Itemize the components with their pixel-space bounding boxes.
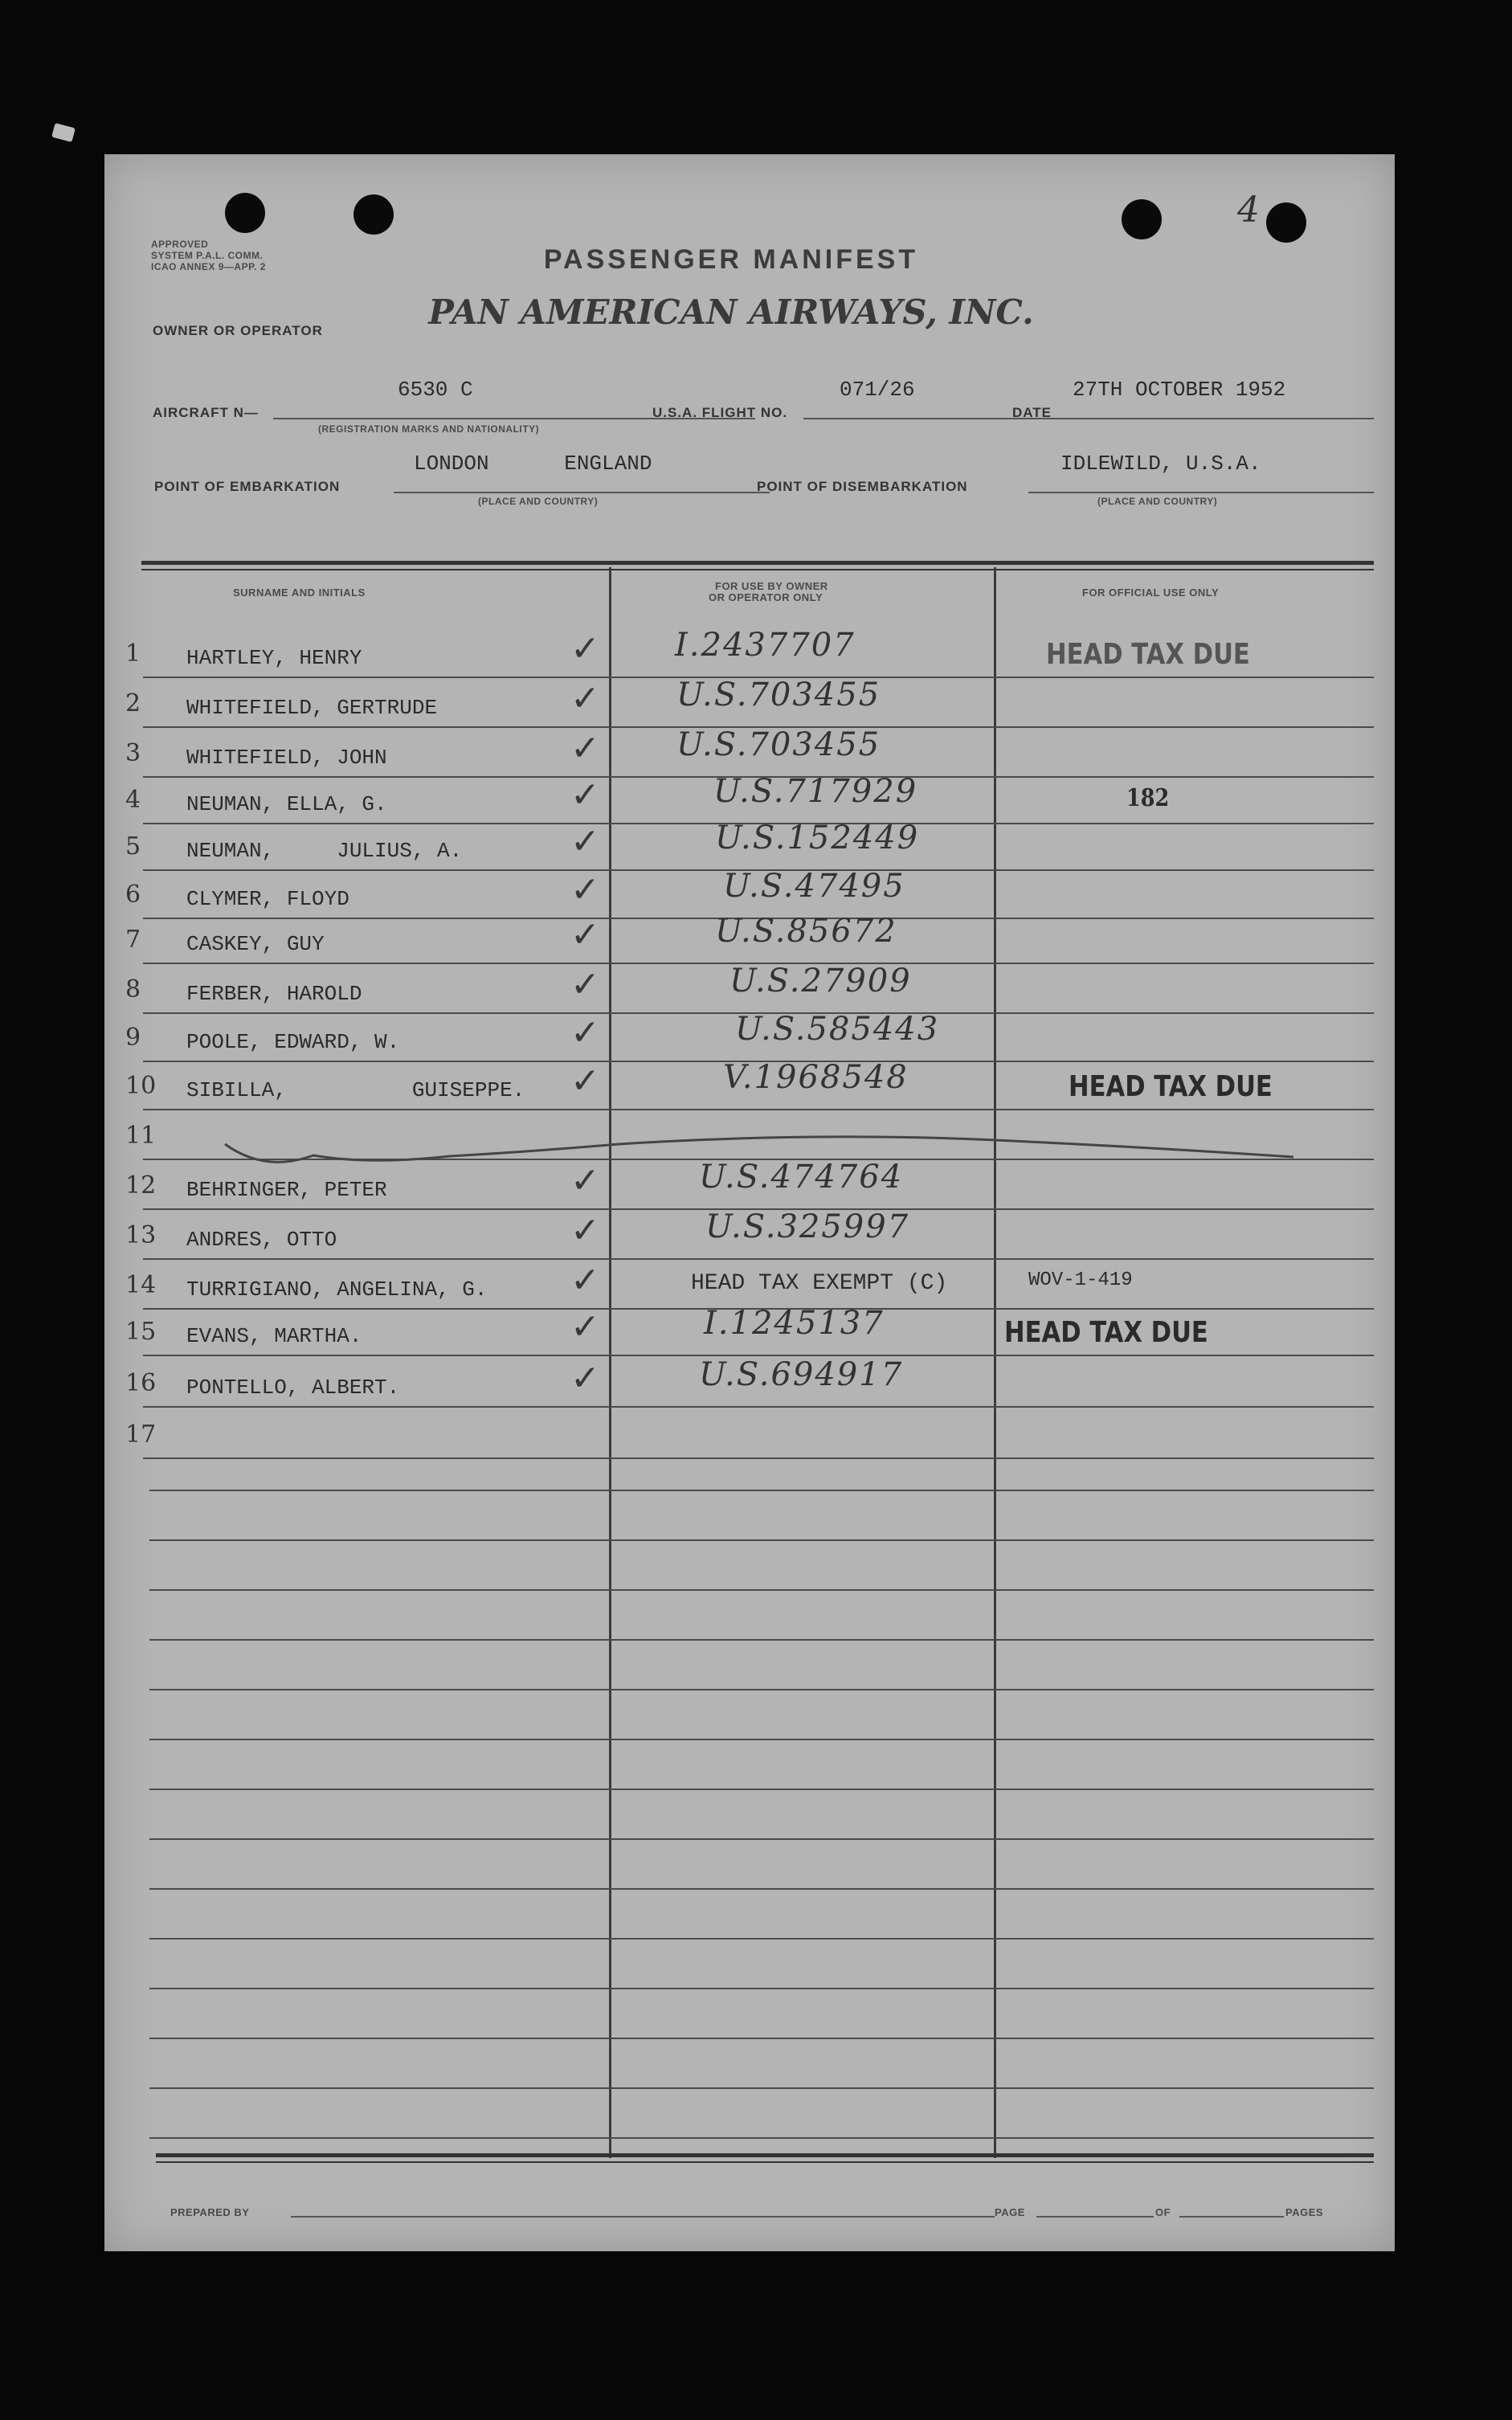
pages-label: PAGES [1285,2206,1324,2218]
document-number: U.S.27909 [729,963,912,999]
passenger-name: HARTLEY, HENRY [186,646,362,670]
checkmark: ✓ [570,1358,600,1399]
page-mark: 4 [1237,190,1261,231]
approval-line: APPROVED [151,239,209,250]
owner-label: OWNER OR OPERATOR [153,323,323,338]
row-number: 2 [125,689,141,717]
passenger-name: FERBER, HAROLD [186,982,362,1006]
document-number: U.S.152449 [715,820,920,856]
column-header-official: FOR OFFICIAL USE ONLY [1082,587,1220,599]
row-number: 14 [125,1271,157,1299]
checkmark: ✓ [570,1260,600,1301]
disembark-label: POINT OF DISEMBARKATION [757,479,968,494]
document-number: I.2437707 [675,627,856,664]
passenger-name: CASKEY, GUY [186,932,325,956]
aircraft-caption: (REGISTRATION MARKS AND NATIONALITY) [318,423,540,435]
document-number: I.1245137 [704,1305,885,1342]
page-label: PAGE [995,2206,1025,2218]
document-number: U.S.703455 [676,677,881,713]
passenger-name: NEUMAN, ELLA, G. [186,792,387,816]
aircraft-value: 6530 C [398,378,473,402]
passenger-name: WHITEFIELD, JOHN [186,746,387,770]
official-use-entry: 182 [1126,784,1170,812]
document-number: U.S.717929 [713,773,918,810]
checkmark: ✓ [570,821,600,862]
aircraft-label: AIRCRAFT N— [153,405,259,420]
table-bottom-rule [156,2161,1374,2163]
passenger-name: CLYMER, FLOYD [186,887,349,911]
of-label: OF [1155,2206,1171,2218]
place-caption: (PLACE AND COUNTRY) [1097,496,1218,507]
row-number: 7 [125,926,141,954]
row-number: 8 [125,975,141,1004]
official-use-entry: HEAD TAX DUE [1046,638,1250,671]
row-number: 3 [125,739,141,767]
checkmark: ✓ [570,775,600,816]
checkmark: ✓ [570,678,600,719]
document-number: HEAD TAX EXEMPT (C) [691,1271,948,1296]
row-number: 1 [125,640,141,668]
fill-line [291,2216,995,2218]
operator-name: PAN AMERICAN AIRWAYS, INC. [428,292,1034,332]
prepared-by-label: PREPARED BY [170,2206,250,2218]
checkmark: ✓ [570,1012,600,1053]
document-number: U.S.703455 [676,726,881,763]
row-number: 15 [125,1318,157,1346]
row-number: 4 [125,786,141,814]
checkmark: ✓ [570,628,600,669]
checkmark: ✓ [570,869,600,910]
official-use-entry: HEAD TAX DUE [1069,1070,1273,1103]
row-number: 13 [125,1221,157,1249]
document-number: U.S.474764 [699,1159,904,1196]
checkmark: ✓ [570,1061,600,1102]
document-number: U.S.85672 [715,913,897,950]
document-number: U.S.585443 [735,1011,940,1048]
checkmark: ✓ [570,1306,600,1347]
struck-row-scribble [104,154,1395,2251]
film-edge-mark [51,123,76,142]
row-number: 10 [125,1072,157,1100]
passenger-name: WHITEFIELD, GERTRUDE [186,696,438,720]
document-number: V.1968548 [723,1059,909,1096]
passenger-name: SIBILLA, GUISEPPE. [186,1078,525,1102]
column-header-owner: FOR USE BY OWNER [715,580,828,592]
passenger-name: PONTELLO, ALBERT. [186,1376,400,1400]
manifest-page [104,154,1395,2251]
row-number: 6 [125,881,141,909]
official-use-entry: WOV-1-419 [1028,1269,1133,1291]
checkmark: ✓ [570,728,600,769]
checkmark: ✓ [570,914,600,955]
row-number: 9 [125,1024,141,1052]
document-number: U.S.325997 [705,1208,910,1245]
fill-line [1036,2216,1154,2218]
row-number: 11 [125,1122,157,1150]
document-number: U.S.47495 [723,868,905,905]
passenger-name: TURRIGIANO, ANGELINA, G. [186,1277,488,1302]
passenger-name: NEUMAN, JULIUS, A. [186,839,463,863]
disembark-value: IDLEWILD, U.S.A. [1060,452,1261,476]
document-number: U.S.694917 [699,1356,904,1393]
strike-line [225,1137,1293,1162]
passenger-name: POOLE, EDWARD, W. [186,1030,400,1054]
row-number: 5 [125,832,141,860]
date-value: 27TH OCTOBER 1952 [1073,378,1286,402]
table-bottom-rule [156,2153,1374,2157]
form-title: PASSENGER MANIFEST [543,244,919,275]
passenger-name: BEHRINGER, PETER [186,1178,387,1202]
checkmark: ✓ [570,964,600,1005]
checkmark: ✓ [570,1210,600,1251]
manifest-table [104,154,1395,2251]
row-number: 16 [125,1369,157,1397]
column-header-owner: OR OPERATOR ONLY [709,591,823,603]
embark-label: POINT OF EMBARKATION [154,479,341,494]
official-use-entry: HEAD TAX DUE [1004,1316,1208,1349]
approval-line: SYSTEM P.A.L. COMM. [151,250,264,261]
row-number: 12 [125,1171,157,1200]
fill-line [1179,2216,1284,2218]
column-header-surname: SURNAME AND INITIALS [233,587,366,599]
row-number: 17 [125,1421,157,1449]
approval-line: ICAO ANNEX 9—APP. 2 [151,261,266,272]
passenger-name: ANDRES, OTTO [186,1228,337,1252]
flight-value: 071/26 [840,378,915,402]
passenger-name: EVANS, MARTHA. [186,1324,362,1348]
place-caption: (PLACE AND COUNTRY) [478,496,599,507]
date-label: DATE [1012,405,1052,420]
flight-label: U.S.A. FLIGHT NO. [652,405,788,420]
embark-value: LONDON ENGLAND [414,452,652,476]
checkmark: ✓ [570,1160,600,1201]
